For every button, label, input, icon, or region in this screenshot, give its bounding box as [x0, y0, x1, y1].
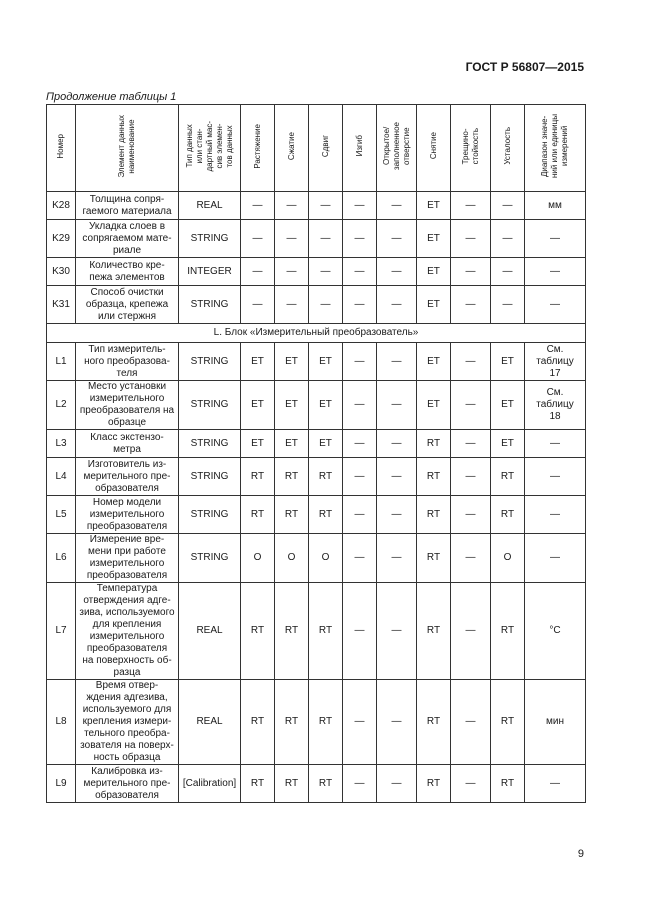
test-cell: RT [417, 534, 451, 583]
unit-cell: — [525, 258, 586, 286]
test-cell: — [241, 258, 275, 286]
column-header [377, 105, 417, 192]
table-row [47, 192, 586, 220]
test-cell: — [275, 220, 309, 258]
test-cell: — [377, 430, 417, 458]
test-cell: RT [241, 680, 275, 765]
data-type: INTEGER [179, 258, 241, 286]
test-cell: — [275, 286, 309, 324]
data-type: REAL [179, 680, 241, 765]
test-cell: — [451, 286, 491, 324]
data-type: STRING [179, 286, 241, 324]
test-cell: RT [275, 583, 309, 680]
test-cell: RT [241, 496, 275, 534]
test-cell: ET [417, 220, 451, 258]
table-row [47, 534, 586, 583]
test-cell: ET [417, 343, 451, 381]
column-header [241, 105, 275, 192]
test-cell: — [343, 381, 377, 430]
test-cell: — [377, 192, 417, 220]
test-cell: — [241, 286, 275, 324]
block-title: L. Блок «Измерительный преобразователь» [47, 324, 586, 343]
test-cell: — [275, 258, 309, 286]
row-number: L3 [47, 430, 76, 458]
test-cell: RT [491, 496, 525, 534]
column-header-label: Диапазон значе- ний или единицы измерений [540, 113, 569, 179]
data-type: STRING [179, 381, 241, 430]
test-cell: ET [241, 381, 275, 430]
test-cell: ET [417, 258, 451, 286]
test-cell: RT [309, 680, 343, 765]
test-cell: RT [309, 458, 343, 496]
data-type: REAL [179, 583, 241, 680]
unit-cell: °C [525, 583, 586, 680]
table-body [47, 192, 586, 803]
test-cell: — [241, 192, 275, 220]
table-row [47, 765, 586, 803]
table-row [47, 458, 586, 496]
table-caption: Продолжение таблицы 1 [46, 91, 177, 103]
element-name: Время отвер- ждения адгезива, используемого для крепления измери- тельного преобра- зователя на поверх- ность образца [76, 680, 179, 765]
test-cell: ET [275, 381, 309, 430]
test-cell: RT [241, 583, 275, 680]
page-number: 9 [577, 848, 584, 860]
test-cell: RT [491, 680, 525, 765]
table-row [47, 381, 586, 430]
unit-cell: мин [525, 680, 586, 765]
test-cell: — [343, 258, 377, 286]
column-header-label: Номер [56, 133, 65, 159]
table-row [47, 220, 586, 258]
test-cell: — [343, 458, 377, 496]
test-cell: — [343, 430, 377, 458]
test-cell: — [451, 680, 491, 765]
test-cell: — [377, 680, 417, 765]
block-title-row [47, 324, 586, 343]
column-header-label: Снятие [428, 132, 438, 160]
test-cell: — [377, 286, 417, 324]
unit-cell: — [525, 496, 586, 534]
test-cell: — [309, 286, 343, 324]
row-number: L8 [47, 680, 76, 765]
test-cell: — [343, 680, 377, 765]
test-cell: — [451, 220, 491, 258]
test-cell: — [309, 192, 343, 220]
column-header [76, 105, 179, 192]
test-cell: RT [417, 496, 451, 534]
column-header [179, 105, 241, 192]
unit-cell: См. таблицу 18 [525, 381, 586, 430]
column-header-label: Сжатие [286, 131, 296, 161]
element-name: Укладка слоев в сопрягаемом мате- риале [76, 220, 179, 258]
test-cell: — [451, 258, 491, 286]
test-cell: — [451, 583, 491, 680]
test-cell: — [491, 220, 525, 258]
table-row [47, 343, 586, 381]
test-cell: — [309, 220, 343, 258]
test-cell: RT [241, 458, 275, 496]
row-number: K30 [47, 258, 76, 286]
column-header [47, 105, 76, 192]
test-cell: — [377, 381, 417, 430]
data-type: STRING [179, 458, 241, 496]
unit-cell: — [525, 430, 586, 458]
row-number: L6 [47, 534, 76, 583]
test-cell: RT [417, 765, 451, 803]
column-header-label: Открытое/ заполненное отверстие [381, 122, 411, 170]
column-header [343, 105, 377, 192]
test-cell: ET [241, 430, 275, 458]
element-name: Место установки измерительного преобразователя на образце [76, 381, 179, 430]
test-cell: ET [309, 343, 343, 381]
row-number: K31 [47, 286, 76, 324]
element-name: Тип измеритель- ного преобразова- теля [76, 343, 179, 381]
column-header [417, 105, 451, 192]
test-cell: — [343, 765, 377, 803]
column-header-label: Элемент данных наименование [117, 114, 136, 178]
test-cell: RT [417, 680, 451, 765]
test-cell: — [377, 534, 417, 583]
test-cell: ET [491, 343, 525, 381]
row-number: K29 [47, 220, 76, 258]
test-cell: — [343, 343, 377, 381]
test-cell: — [451, 534, 491, 583]
test-cell: — [451, 381, 491, 430]
test-cell: — [451, 496, 491, 534]
column-header-label: Изгиб [354, 135, 364, 157]
test-cell: RT [417, 458, 451, 496]
column-header [309, 105, 343, 192]
test-cell: — [491, 192, 525, 220]
test-cell: — [343, 583, 377, 680]
test-cell: — [377, 220, 417, 258]
test-cell: RT [491, 458, 525, 496]
row-number: L5 [47, 496, 76, 534]
table-row [47, 583, 586, 680]
test-cell: — [377, 496, 417, 534]
column-header-label: Трещино- стойкость [460, 127, 480, 165]
test-cell: — [377, 583, 417, 680]
test-cell: ET [309, 430, 343, 458]
element-name: Номер модели измерительного преобразователя [76, 496, 179, 534]
element-name: Толщина сопря- гаемого материала [76, 192, 179, 220]
test-cell: RT [417, 430, 451, 458]
test-cell: RT [491, 583, 525, 680]
test-cell: — [451, 430, 491, 458]
unit-cell: мм [525, 192, 586, 220]
column-header-label: Тип данных или стан- дартный мас- сив элемен- тов данных [184, 120, 234, 172]
element-name: Класс экстензо- метра [76, 430, 179, 458]
test-cell: RT [275, 680, 309, 765]
element-name: Количество кре- пежа элементов [76, 258, 179, 286]
column-header-label: Сдвиг [320, 134, 330, 158]
test-cell: O [309, 534, 343, 583]
column-header-label: Усталость [502, 127, 512, 165]
test-cell: ET [241, 343, 275, 381]
unit-cell: — [525, 765, 586, 803]
column-header [525, 105, 586, 192]
test-cell: ET [491, 381, 525, 430]
test-cell: RT [275, 496, 309, 534]
test-cell: — [343, 220, 377, 258]
test-cell: ET [275, 343, 309, 381]
test-cell: O [491, 534, 525, 583]
column-header-label: Растяжение [252, 123, 262, 169]
column-header [491, 105, 525, 192]
test-cell: ET [417, 286, 451, 324]
data-type: STRING [179, 430, 241, 458]
test-cell: — [377, 258, 417, 286]
test-cell: RT [275, 765, 309, 803]
row-number: L2 [47, 381, 76, 430]
test-cell: — [343, 192, 377, 220]
element-name: Способ очистки образца, крепежа или стержня [76, 286, 179, 324]
test-cell: — [309, 258, 343, 286]
test-cell: ET [417, 192, 451, 220]
row-number: L7 [47, 583, 76, 680]
unit-cell: См. таблицу 17 [525, 343, 586, 381]
table-row [47, 430, 586, 458]
test-cell: — [491, 258, 525, 286]
element-name: Изготовитель из- мерительного пре- образователя [76, 458, 179, 496]
test-cell: — [491, 286, 525, 324]
test-cell: RT [491, 765, 525, 803]
element-name: Измерение вре- мени при работе измерительного преобразователя [76, 534, 179, 583]
test-cell: O [275, 534, 309, 583]
test-cell: — [451, 765, 491, 803]
data-type: STRING [179, 496, 241, 534]
data-table [46, 104, 586, 803]
table-row [47, 258, 586, 286]
table-row [47, 496, 586, 534]
data-type: REAL [179, 192, 241, 220]
test-cell: — [451, 458, 491, 496]
test-cell: RT [275, 458, 309, 496]
data-type: STRING [179, 534, 241, 583]
test-cell: RT [309, 765, 343, 803]
element-name: Калибровка из- мерительного пре- образователя [76, 765, 179, 803]
test-cell: ET [309, 381, 343, 430]
unit-cell: — [525, 286, 586, 324]
table-row [47, 680, 586, 765]
table-header-row [47, 105, 586, 192]
table-row [47, 286, 586, 324]
test-cell: — [343, 286, 377, 324]
column-header [275, 105, 309, 192]
test-cell: ET [491, 430, 525, 458]
test-cell: — [451, 192, 491, 220]
unit-cell: — [525, 220, 586, 258]
element-name: Температура отверждения адге- зива, используемого для крепления измерительного преобразователя на поверхность об- разца [76, 583, 179, 680]
test-cell: RT [241, 765, 275, 803]
document-code: ГОСТ Р 56807—2015 [465, 60, 584, 74]
unit-cell: — [525, 534, 586, 583]
row-number: K28 [47, 192, 76, 220]
test-cell: ET [417, 381, 451, 430]
column-header [451, 105, 491, 192]
test-cell: — [377, 458, 417, 496]
test-cell: — [451, 343, 491, 381]
test-cell: RT [309, 496, 343, 534]
data-type: STRING [179, 220, 241, 258]
data-type: STRING [179, 343, 241, 381]
test-cell: — [343, 534, 377, 583]
row-number: L1 [47, 343, 76, 381]
test-cell: — [241, 220, 275, 258]
test-cell: O [241, 534, 275, 583]
test-cell: RT [309, 583, 343, 680]
unit-cell: — [525, 458, 586, 496]
test-cell: — [377, 343, 417, 381]
test-cell: RT [417, 583, 451, 680]
row-number: L4 [47, 458, 76, 496]
row-number: L9 [47, 765, 76, 803]
test-cell: ET [275, 430, 309, 458]
test-cell: — [343, 496, 377, 534]
test-cell: — [377, 765, 417, 803]
test-cell: — [275, 192, 309, 220]
data-type: [Calibration] [179, 765, 241, 803]
